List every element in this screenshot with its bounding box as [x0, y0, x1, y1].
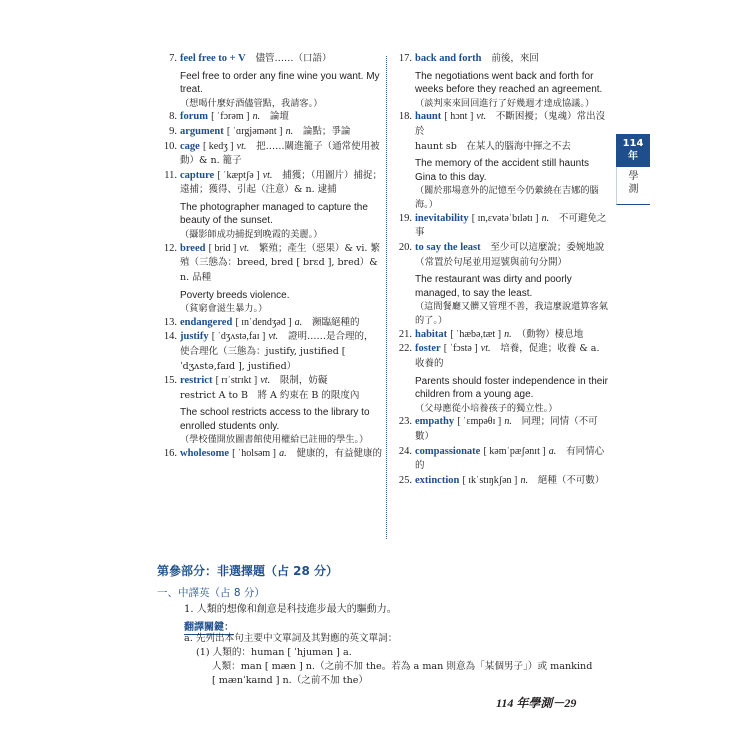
example-sentence: Poverty breeds violence.: [180, 289, 290, 301]
entry-ipa: [ ˈhæbə,tæt ]: [450, 328, 502, 340]
section-title: 第參部分：非選擇題（占 28 分）: [157, 564, 339, 578]
vocab-entry: [160, 110, 382, 125]
entry-gloss: 把……關進籠子（通常使用被動）& n. 籠子: [180, 140, 380, 167]
entry-word: endangered: [180, 316, 233, 328]
entry-pos: a.: [548, 445, 557, 457]
entry-number: 8.: [169, 111, 177, 123]
entry-ipa: [ ˈholsəm ]: [232, 448, 277, 460]
entry-gloss: 前後，來回: [491, 53, 539, 64]
entry-pos: vt.: [262, 169, 273, 181]
entry-head: [180, 447, 382, 462]
vocab-entry: [160, 140, 382, 169]
entry-word: haunt: [415, 111, 442, 123]
entry-pos: vt.: [239, 242, 250, 254]
entry-number: 7.: [169, 53, 177, 64]
entry-ipa: [ kedʒ ]: [202, 140, 234, 152]
entry-gloss: 不斷困擾；（鬼魂）常出沒於: [415, 111, 606, 137]
entry-ipa: [ hɔnt ]: [444, 111, 474, 123]
vocab-entry: [160, 169, 382, 242]
key-line: a. 先列出本句主要中文單詞及其對應的英文單詞：: [184, 633, 398, 644]
entry-ipa: [ ˈdʒʌstə,faɪ ]: [211, 331, 266, 343]
entry-number: 21.: [398, 328, 412, 340]
entry-head: [415, 110, 610, 139]
example-sentence: The school restricts access to the library to enrolled students only.: [180, 407, 370, 432]
entry-gloss: 論點；爭論: [302, 125, 351, 137]
entry-gloss: 捕獲；（用圖片）捕捉；遠捕；獲得、引起（注意）& n. 逮捕: [180, 169, 382, 196]
entry-pos: vt.: [480, 343, 491, 355]
key-line: (1) 人類的：human [ ˈhjumən ] a.: [196, 647, 352, 658]
entry-word: habitat: [415, 328, 448, 340]
entry-number: 17.: [398, 53, 412, 64]
entry-gloss: （動物）棲息地: [521, 328, 584, 340]
entry-usage: haunt sb 在某人的腦海中揮之不去: [415, 140, 571, 152]
entry-head: [180, 374, 382, 389]
entry-word: restrict: [180, 375, 213, 387]
vocab-entry: [395, 474, 610, 489]
entry-word: empathy: [415, 416, 455, 428]
entry-ipa: [ brid ]: [208, 242, 237, 254]
entry-gloss: 絕種（不可數）: [537, 474, 605, 486]
example-translation: （關於那場意外的記憶至今仍縈繞在吉娜的腦海。）: [415, 185, 599, 210]
left-column: [160, 52, 382, 462]
entry-word: to say the least: [415, 241, 481, 253]
entry-head: [415, 445, 610, 474]
entry-gloss: 至少可以這麼說；委婉地說（常置於句尾並用逗號與前句分開）: [415, 241, 605, 268]
entry-word: cage: [180, 140, 200, 152]
question-text: 1. 人類的想像和創意是科技進步最大的驅動力。: [184, 604, 397, 615]
entry-ipa: [ rɪˈstrɪkt ]: [215, 375, 258, 387]
entry-word: foster: [415, 343, 441, 355]
entry-number: 9.: [169, 125, 177, 137]
vocab-entry: [160, 242, 382, 316]
example-sentence: The photographer managed to capture the beauty of the sunset.: [180, 201, 368, 227]
entry-pos: n.: [504, 416, 512, 428]
entry-number: 19.: [398, 212, 412, 224]
entry-gloss: 繁殖；產生（惡果）& vi. 繁殖（三態為：breed, bred [ brɛd ], bred）& n. 品種: [180, 242, 380, 283]
right-column: [395, 52, 610, 488]
entry-pos: vt.: [260, 375, 271, 387]
entry-word: compassionate: [415, 445, 481, 457]
entry-pos: n.: [504, 328, 512, 340]
example-sentence: Parents should foster independence in their children from a young age.: [415, 375, 608, 401]
entry-number: 13.: [163, 316, 177, 328]
entry-number: 15.: [163, 375, 177, 387]
entry-head: [415, 328, 610, 343]
entry-head: [180, 169, 382, 198]
entry-pos: n.: [285, 125, 294, 137]
example-sentence: The negotiations went back and forth for weeks before they reached an agreement.: [415, 70, 603, 96]
entry-word: justify: [180, 331, 209, 343]
entry-head: [415, 212, 610, 241]
entry-gloss: 瀕臨絕種的: [311, 316, 360, 328]
vocab-entry: [160, 125, 382, 140]
entry-head: [415, 241, 610, 270]
entry-ipa: [ ˈɛmpəθɪ ]: [457, 416, 502, 428]
entry-number: 14.: [163, 331, 177, 343]
entry-head: [180, 330, 382, 374]
entry-number: 18.: [398, 111, 412, 123]
entry-word: wholesome: [180, 448, 229, 460]
vocab-entry: [395, 445, 610, 474]
entry-pos: a.: [279, 448, 287, 460]
vocab-entry: [160, 447, 382, 462]
key-line: 人類：man [ mæn ] n.（之前不加 the。若為 a man 則意為「某個男子」）或 mankind: [212, 661, 593, 672]
entry-gloss: 不可避免之事: [415, 212, 607, 239]
entry-word: inevitability: [415, 212, 469, 224]
example-translation: （想喝什麼好酒儘管點，我請客。）: [180, 97, 323, 109]
entry-ipa: [ ˈɑrgjəmənt ]: [226, 125, 283, 137]
vocab-entry: [160, 374, 382, 447]
vocab-entry: [395, 241, 610, 328]
example-sentence: Feel free to order any fine wine you want. My treat.: [180, 70, 380, 96]
entry-number: 23.: [398, 416, 412, 428]
entry-head: [180, 242, 382, 286]
entry-word: argument: [180, 125, 224, 137]
vocab-entry: [395, 415, 610, 444]
entry-head: [180, 125, 382, 140]
entry-number: 12.: [163, 242, 177, 254]
example-translation: （父母應從小培養孩子的獨立性。）: [415, 402, 558, 414]
entry-word: extinction: [415, 474, 460, 486]
entry-usage: restrict A to B 將 A 約束在 B 的限度內: [180, 389, 360, 401]
example-translation: （談判來來回回進行了好幾週才達成協議。）: [415, 97, 595, 109]
entry-ipa: [ ˈfɔrəm ]: [211, 111, 250, 123]
example-sentence: The restaurant was dirty and poorly managed, to say the least.: [415, 274, 572, 299]
entry-number: 20.: [398, 241, 412, 253]
entry-gloss: 儘管……（口語）: [255, 53, 332, 64]
entry-pos: a.: [294, 316, 303, 328]
example-translation: （這間餐廳又髒又管理不善，我這麼說還算客氣的了。）: [415, 301, 608, 326]
vocab-entry: [395, 328, 610, 343]
entry-pos: n.: [541, 212, 550, 224]
entry-word: capture: [180, 169, 215, 181]
entry-ipa: [ ɪnˈdendʒəd ]: [235, 316, 292, 328]
entry-pos: n.: [520, 474, 529, 486]
entry-number: 25.: [398, 474, 412, 486]
page-footer: 114 年學測－29: [496, 696, 577, 710]
entry-ipa: [ ˈkæptʃə ]: [217, 169, 260, 181]
entry-word: back and forth: [415, 53, 482, 64]
entry-head: [180, 110, 382, 125]
vocab-entry: [395, 212, 610, 241]
entry-gloss: 培養，促進；收養 & a. 收養的: [415, 343, 600, 369]
example-translation: （攝影師成功捕捉到晚霞的美麗。）: [180, 228, 323, 240]
entry-word: forum: [180, 111, 208, 123]
entry-gloss: 健康的，有益健康的: [296, 448, 382, 460]
side-tab-label: 學 測: [616, 167, 650, 205]
entry-head: [180, 52, 382, 67]
entry-gloss: 論壇: [269, 111, 289, 123]
entry-gloss: 有同情心的: [415, 445, 605, 472]
entry-ipa: [ ɪn,ɛvətəˈbɪlətɪ ]: [471, 212, 539, 224]
entry-head: [415, 474, 610, 489]
entry-head: [415, 415, 610, 444]
entry-number: 16.: [163, 448, 177, 460]
column-divider: [386, 56, 387, 539]
entry-head: [180, 316, 382, 331]
vocab-entry: [160, 316, 382, 331]
side-tab: [616, 134, 650, 204]
entry-gloss: 證明……是合理的，使合理化（三態為：justify, justified [ ˈdʒʌstə,faɪd ], justified）: [180, 331, 374, 372]
entry-head: [180, 140, 382, 169]
entry-pos: vt.: [236, 140, 247, 152]
vocab-entry: [160, 52, 382, 110]
entry-number: 10.: [163, 140, 177, 152]
vocab-entry: [160, 330, 382, 374]
side-tab-year: 114 年: [616, 134, 650, 167]
entry-number: 22.: [398, 343, 412, 355]
entry-number: 24.: [398, 445, 412, 457]
entry-ipa: [ ˈfɔstə ]: [443, 343, 478, 355]
vocab-entry: [395, 342, 610, 415]
example-translation: （貧窮會滋生暴力。）: [180, 303, 268, 315]
entry-ipa: [ kəmˈpæʃənɪt ]: [483, 445, 546, 457]
subsection-title: 一、中譯英（占 8 分）: [157, 587, 265, 599]
entry-gloss: 同理；同情（不可數）: [415, 416, 598, 442]
entry-number: 11.: [164, 169, 177, 181]
entry-head: [415, 52, 610, 67]
key-line: [ mænˈkaɪnd ] n.（之前不加 the）: [212, 675, 369, 686]
example-sentence: The memory of the accident still haunts Gina to this day.: [415, 158, 589, 183]
entry-head: [415, 342, 610, 371]
entry-word: feel free to + V: [180, 53, 246, 64]
entry-word: breed: [180, 242, 206, 254]
entry-ipa: [ ɪkˈstɪŋkʃən ]: [462, 474, 518, 486]
entry-gloss: 限制，妨礙: [279, 375, 328, 387]
vocab-entry: [395, 110, 610, 211]
entry-pos: vt.: [476, 111, 487, 123]
key-heading: 翻譯關鍵：: [184, 622, 234, 633]
vocab-entry: [395, 52, 610, 110]
entry-pos: vt.: [268, 331, 279, 343]
entry-pos: n.: [252, 111, 261, 123]
example-translation: （學校僅開放圖書館使用權給已註冊的學生。）: [180, 434, 369, 446]
